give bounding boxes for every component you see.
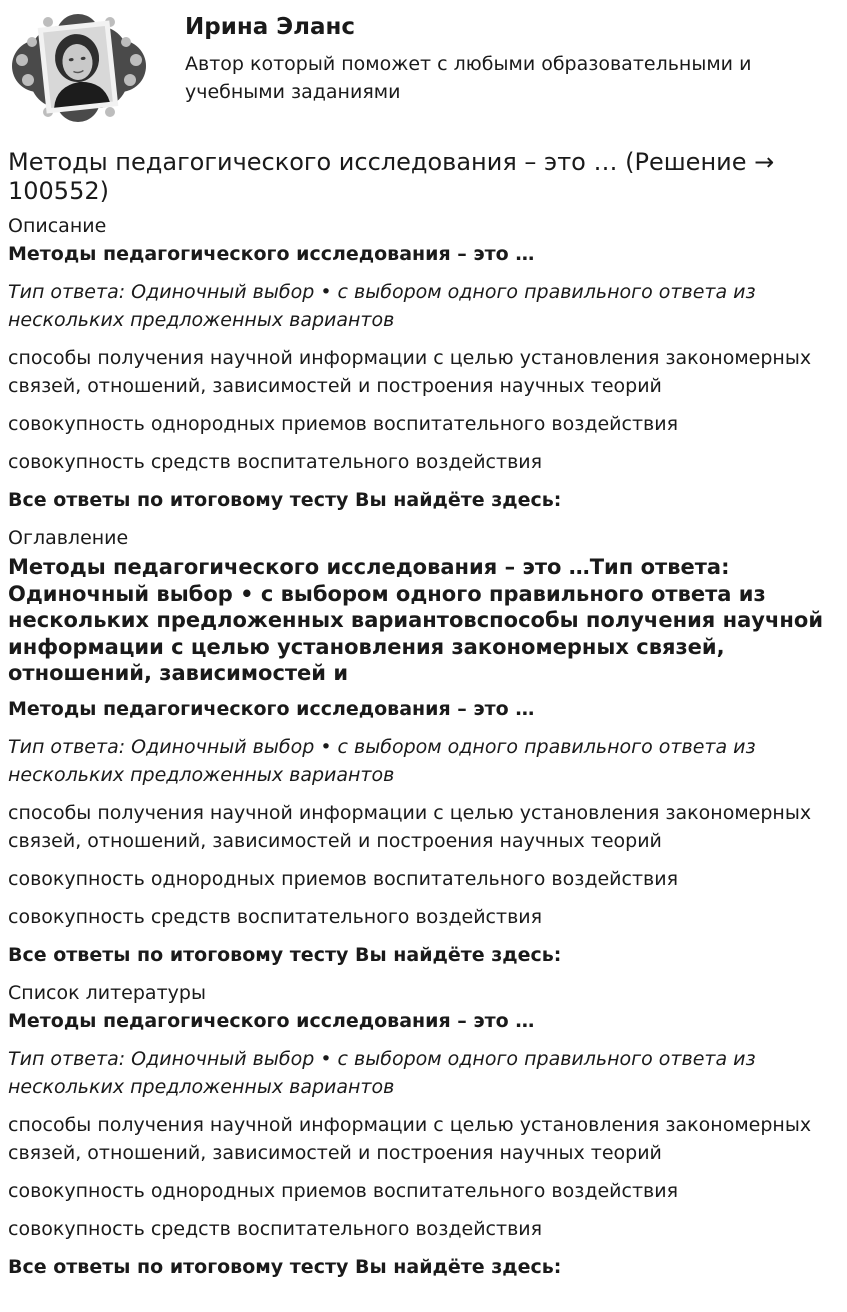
toc-section [8,524,828,969]
section-label-literature: Список литературы [8,981,206,1004]
answer-option: совокупность средств воспитательного воздействия [8,451,543,473]
answer-option: способы получения научной информации с целью установления закономерных связей, отношений, зависимостей и построения научных теорий [8,1113,812,1164]
section-label-description: Описание [8,215,107,237]
question-title: Методы педагогического исследования – это … [8,1009,535,1032]
answer-type: Тип ответа: Одиночный выбор • с выбором одного правильного ответа из нескольких предложенных вариантов [8,281,756,331]
answer-option: совокупность однородных приемов воспитательного воздействия [8,1179,679,1202]
answer-option: совокупность средств воспитательного воздействия [8,1217,543,1240]
question-title: Методы педагогического исследования – это … [8,243,535,265]
answer-option: совокупность средств воспитательного воздействия [8,905,543,928]
answer-option: совокупность однородных приемов воспитательного воздействия [8,867,679,890]
description-section [8,212,828,514]
author-header [0,0,847,140]
section-label-toc: Оглавление [8,527,129,549]
answer-type: Тип ответа: Одиночный выбор • с выбором одного правильного ответа из нескольких предложенных вариантов [8,735,756,786]
main-content [8,148,828,1291]
toc-heading: Методы педагогического исследования – это …Тип ответа: Одиночный выбор • с выбором одного правильного ответа из нескольких предложенных вариантовспособы получения научной информации с целью установления закономерных связей, отношений, зависимостей и [8,555,824,685]
author-name: Ирина Эланс [185,14,356,40]
author-avatar [8,8,150,126]
answer-option: способы получения научной информации с целью установления закономерных связей, отношений, зависимостей и построения научных теорий [8,801,812,852]
answer-option: совокупность однородных приемов воспитательного воздействия [8,413,679,435]
answers-link-text: Все ответы по итоговому тесту Вы найдёте здесь: [8,489,562,511]
literature-section [8,979,828,1281]
author-description: Автор который поможет с любыми образовательными и учебными заданиями [185,53,752,103]
page-title: Методы педагогического исследования – это … (Решение → 100552) [8,148,775,205]
question-title: Методы педагогического исследования – это … [8,697,535,720]
answers-link-text: Все ответы по итоговому тесту Вы найдёте здесь: [8,943,562,966]
answers-link-text: Все ответы по итоговому тесту Вы найдёте здесь: [8,1255,562,1278]
answer-option: способы получения научной информации с целью установления закономерных связей, отношений, зависимостей и построения научных теорий [8,347,812,397]
answer-type: Тип ответа: Одиночный выбор • с выбором одного правильного ответа из нескольких предложенных вариантов [8,1047,756,1098]
